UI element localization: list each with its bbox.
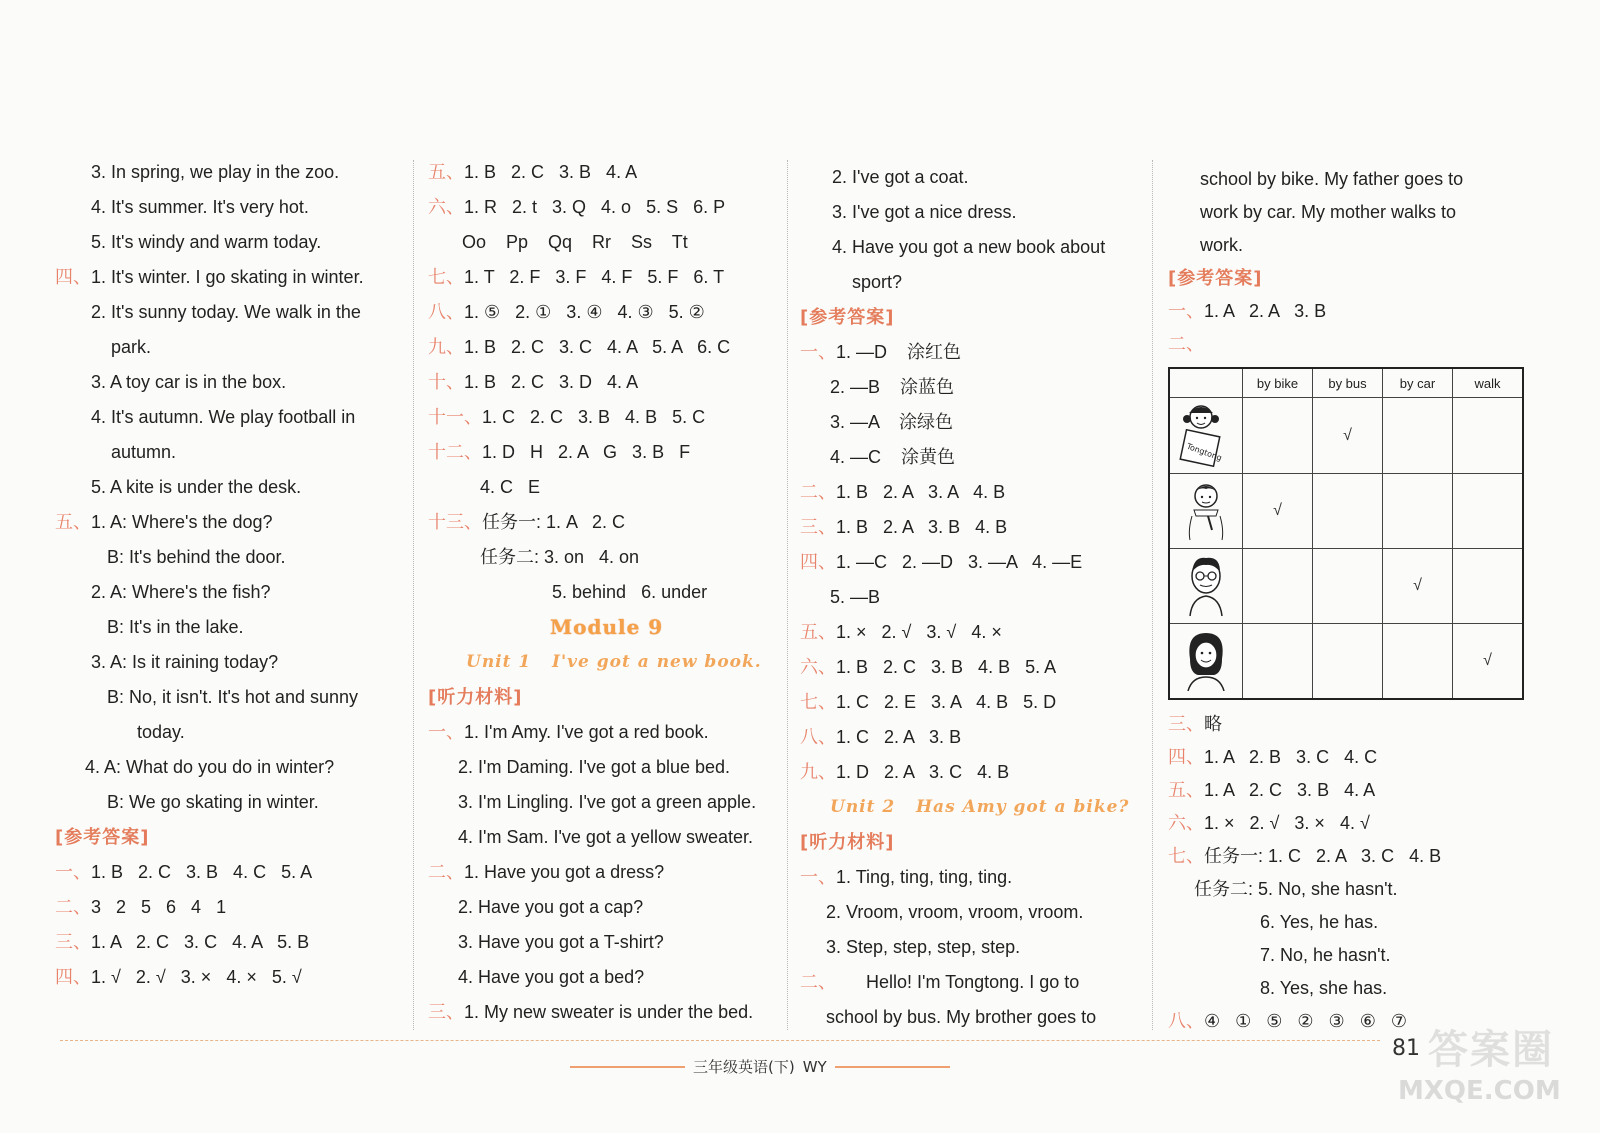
bag-label: Tongtong [1185, 441, 1224, 463]
answer-text: 1. √ 2. √ 3. × 4. × 5. √ [91, 967, 302, 987]
table-header-cell [1169, 368, 1243, 398]
answer-line [428, 295, 803, 330]
answer-line [1168, 840, 1543, 873]
answer-text: park. [111, 337, 152, 357]
question-number: 七、 [1168, 846, 1204, 867]
question-number: 九、 [800, 762, 836, 783]
answer-line [800, 475, 1155, 510]
answer-line [1168, 741, 1543, 774]
answer-line [55, 960, 410, 995]
question-number: 七、 [428, 267, 464, 288]
answer-line [800, 545, 1155, 580]
question-number: 四、 [55, 967, 91, 988]
answer-text: school by bike. My father goes to [1200, 169, 1464, 189]
answer-text: 3. Step, step, step, step. [826, 937, 1021, 957]
answer-line [55, 470, 410, 505]
answer-line [55, 715, 410, 750]
question-number: 二、 [800, 482, 836, 503]
answer-text: 2. Vroom, vroom, vroom, vroom. [826, 902, 1084, 922]
table-header-cell: walk [1453, 368, 1524, 398]
answer-line [428, 750, 803, 785]
answer-line [428, 400, 803, 435]
answer-text: 5. —B [830, 587, 881, 607]
question-number: 一、 [800, 342, 836, 363]
question-number: 一、 [1168, 301, 1204, 322]
table-cell [1453, 549, 1524, 624]
answer-text: 7. No, he hasn't. [1260, 945, 1391, 965]
answer-line [800, 510, 1155, 545]
answer-line [55, 225, 410, 260]
answer-text: autumn. [111, 442, 177, 462]
answer-line [428, 330, 803, 365]
answer-line [1168, 328, 1543, 361]
answer-line [428, 540, 803, 575]
answer-text: 1. B 2. C 3. B 4. A [464, 162, 638, 182]
answer-line [800, 650, 1155, 685]
table-cell [1243, 624, 1313, 700]
answer-line [55, 365, 410, 400]
answer-text: 任务一: 1. C 2. A 3. C 4. B [1204, 846, 1442, 866]
answer-text: 2. A: Where's the fish? [91, 582, 271, 602]
question-number: 九、 [428, 337, 464, 358]
answer-column-1 [55, 155, 410, 995]
section-heading: [听力材料] [428, 687, 523, 708]
table-cell [1383, 398, 1453, 474]
answer-line [55, 400, 410, 435]
answer-line [800, 930, 1155, 965]
question-number: 五、 [55, 512, 91, 533]
answer-line [1168, 295, 1543, 328]
answer-text: 3. —A 涂绿色 [830, 412, 954, 432]
answer-line [55, 855, 410, 890]
answer-line [428, 155, 803, 190]
answer-text: 1. My new sweater is under the bed. [464, 1002, 754, 1022]
table-cell: √ [1243, 474, 1313, 549]
answer-text: 2. Have you got a cap? [458, 897, 644, 917]
answer-line [800, 440, 1155, 475]
answer-text: 1. A 2. C 3. C 4. A 5. B [91, 932, 310, 952]
watermark-top: 答案圈 [1428, 1027, 1554, 1073]
answer-text: Hello! I'm Tongtong. I go to [836, 972, 1080, 992]
answer-text: 4. It's summer. It's very hot. [91, 197, 309, 217]
table-row [1169, 549, 1523, 624]
answer-text: 2. It's sunny today. We walk in the [91, 302, 361, 322]
answer-line [428, 645, 803, 680]
answer-line [800, 300, 1155, 335]
answer-text: 2. I've got a coat. [832, 167, 969, 187]
answer-text: 1. D H 2. A G 3. B F [482, 442, 691, 462]
answer-text: 3. I'm Lingling. I've got a green apple. [458, 792, 757, 812]
answer-text: 1. × 2. √ 3. × 4. √ [1204, 813, 1370, 833]
question-number: 三、 [55, 932, 91, 953]
question-number: 五、 [1168, 780, 1204, 801]
answer-line [428, 225, 803, 260]
answer-text: 5. behind 6. under [552, 582, 708, 602]
answer-line [428, 995, 803, 1030]
table-cell: √ [1383, 549, 1453, 624]
answer-text: Oo Pp Qq Rr Ss Tt [462, 232, 688, 252]
question-number: 二、 [1168, 334, 1204, 355]
answer-text: 2. I'm Daming. I've got a blue bed. [458, 757, 731, 777]
answer-line [55, 435, 410, 470]
answer-text: B: It's behind the door. [107, 547, 286, 567]
answer-text: sport? [852, 272, 903, 292]
answer-line [800, 405, 1155, 440]
watermark-bottom: MXQE.COM [1398, 1076, 1561, 1106]
answer-text: 1. —C 2. —D 3. —A 4. —E [836, 552, 1083, 572]
answer-text: 1. × 2. √ 3. √ 4. × [836, 622, 1002, 642]
answer-line [55, 505, 410, 540]
answer-line [800, 160, 1155, 195]
answer-text: 1. B 2. A 3. A 4. B [836, 482, 1006, 502]
answer-line [800, 580, 1155, 615]
answer-text: 1. B 2. C 3. B 4. C 5. A [91, 862, 313, 882]
module-title: Module 9 [550, 615, 664, 639]
answer-text: B: No, it isn't. It's hot and sunny [107, 687, 358, 707]
question-number: 二、 [55, 897, 91, 918]
answer-text: 4. A: What do you do in winter? [85, 757, 335, 777]
girl-with-bag-icon [1169, 398, 1243, 474]
answer-text: 1. B 2. C 3. C 4. A 5. A 6. C [464, 337, 731, 357]
answer-line [55, 820, 410, 855]
answer-line [1168, 163, 1543, 196]
answer-column-4 [1168, 163, 1543, 1038]
answer-text: 4. I'm Sam. I've got a yellow sweater. [458, 827, 753, 847]
question-number: 八、 [800, 727, 836, 748]
question-number: 六、 [1168, 813, 1204, 834]
answer-line [1168, 939, 1543, 972]
answer-line [1168, 774, 1543, 807]
answer-text: 3 2 5 6 4 1 [91, 897, 227, 917]
question-number: 十、 [428, 372, 464, 393]
table-header-cell: by bus [1313, 368, 1383, 398]
answer-line [55, 750, 410, 785]
table-cell: √ [1313, 398, 1383, 474]
man-with-glasses-icon [1169, 549, 1243, 624]
watermark-logo [1398, 1018, 1568, 1128]
answer-line [428, 785, 803, 820]
question-number: 一、 [800, 867, 836, 888]
footer-rule [60, 1040, 1380, 1041]
question-number: 二、 [428, 862, 464, 883]
page-number: 81 [1392, 1036, 1420, 1061]
answer-text: 8. Yes, she has. [1260, 978, 1388, 998]
answer-text: 4. Have you got a new book about [832, 237, 1106, 257]
answer-text: 1. A 2. A 3. B [1204, 301, 1327, 321]
column-divider-1 [413, 160, 414, 1030]
answer-line [428, 855, 803, 890]
table-header-row [1169, 368, 1523, 398]
answer-line [1168, 873, 1543, 906]
answer-text: 1. B 2. C 3. D 4. A [464, 372, 639, 392]
footer-line-left [570, 1066, 685, 1068]
answer-line [800, 370, 1155, 405]
question-number: 六、 [428, 197, 464, 218]
answer-text: 1. A 2. C 3. B 4. A [1204, 780, 1376, 800]
answer-text: 略 [1204, 714, 1222, 734]
answer-line [428, 575, 803, 610]
table-row [1169, 398, 1523, 474]
table-cell [1383, 474, 1453, 549]
answer-text: 2. —B 涂蓝色 [830, 377, 955, 397]
answer-text: 4. C E [480, 477, 541, 497]
answer-text: 1. B 2. C 3. B 4. B 5. A [836, 657, 1057, 677]
answer-text: 4. It's autumn. We play football in [91, 407, 356, 427]
answer-line [800, 685, 1155, 720]
footer-book-title: 三年级英语(下) [693, 1058, 795, 1076]
table-cell [1313, 624, 1383, 700]
question-number: 三、 [1168, 714, 1204, 735]
footer-code: WY [802, 1057, 827, 1076]
answer-text: 4. Have you got a bed? [458, 967, 645, 987]
question-number: 七、 [800, 692, 836, 713]
answer-line [428, 925, 803, 960]
table-cell [1453, 398, 1524, 474]
question-number: 三、 [800, 517, 836, 538]
answer-text: 1. T 2. F 3. F 4. F 5. F 6. T [464, 267, 725, 287]
section-heading: [参考答案] [1168, 268, 1263, 289]
answer-text: 任务二: 5. No, she hasn't. [1194, 879, 1398, 899]
question-number: 八、 [428, 302, 464, 323]
answer-text: 1. I'm Amy. I've got a red book. [464, 722, 709, 742]
answer-text: 1. —D 涂红色 [836, 342, 962, 362]
answer-line [1168, 229, 1543, 262]
answer-text: 任务二: 3. on 4. on [480, 547, 640, 567]
answer-line [428, 680, 803, 715]
section-heading: [参考答案] [800, 307, 895, 328]
answer-column-3 [800, 160, 1155, 1035]
answer-line [1168, 196, 1543, 229]
table-cell [1243, 398, 1313, 474]
answer-line [1168, 972, 1543, 1005]
answer-text: 1. C 2. A 3. B [836, 727, 962, 747]
answer-line [1168, 807, 1543, 840]
woman-smiling-icon [1169, 624, 1243, 700]
answer-line [800, 895, 1155, 930]
answer-text: 1. B 2. A 3. B 4. B [836, 517, 1008, 537]
answer-text: 任务一: 1. A 2. C [482, 512, 626, 532]
answer-line [55, 260, 410, 295]
answer-line [55, 330, 410, 365]
table-cell: √ [1453, 624, 1524, 700]
question-number: 五、 [800, 622, 836, 643]
table-row [1169, 624, 1523, 700]
question-number: 四、 [1168, 747, 1204, 768]
answer-line [55, 155, 410, 190]
transport-table [1168, 367, 1524, 700]
answer-text: work. [1200, 235, 1244, 255]
answer-line [800, 615, 1155, 650]
column-4-top [1168, 163, 1543, 361]
answer-line [428, 365, 803, 400]
answer-text: 3. A toy car is in the box. [91, 372, 287, 392]
answer-text: 5. It's windy and warm today. [91, 232, 322, 252]
answer-text: 6. Yes, he has. [1260, 912, 1379, 932]
answer-text: 1. D 2. A 3. C 4. B [836, 762, 1010, 782]
answer-line [428, 610, 803, 645]
question-number: 二、 [800, 972, 836, 993]
answer-line [428, 960, 803, 995]
answer-text: 3. A: Is it raining today? [91, 652, 279, 672]
footer-line-right [835, 1066, 950, 1068]
answer-text: 1. Have you got a dress? [464, 862, 665, 882]
section-heading: [听力材料] [800, 832, 895, 853]
answer-text: work by car. My mother walks to [1200, 202, 1457, 222]
answer-text: 1. C 2. E 3. A 4. B 5. D [836, 692, 1057, 712]
answer-line [800, 790, 1155, 825]
answer-line [55, 890, 410, 925]
answer-line [428, 435, 803, 470]
answer-line [55, 540, 410, 575]
answer-line [55, 680, 410, 715]
answer-line [428, 505, 803, 540]
answer-line [800, 230, 1155, 265]
question-number: 一、 [55, 862, 91, 883]
answer-text: 3. In spring, we play in the zoo. [91, 162, 340, 182]
question-number: 三、 [428, 1002, 464, 1023]
answer-text: ④ ① ⑤ ② ③ ⑥ ⑦ [1204, 1011, 1407, 1031]
question-number: 四、 [800, 552, 836, 573]
answer-line [1168, 708, 1543, 741]
answer-line [55, 785, 410, 820]
question-number: 五、 [428, 162, 464, 183]
question-number: 十三、 [428, 512, 482, 533]
answer-line [800, 195, 1155, 230]
answer-line [55, 295, 410, 330]
footer [570, 1056, 950, 1077]
answer-line [1168, 262, 1543, 295]
answer-line [428, 890, 803, 925]
answer-line [55, 575, 410, 610]
table-row [1169, 474, 1523, 549]
answer-line [800, 965, 1155, 1000]
answer-text: school by bus. My brother goes to [826, 1007, 1097, 1027]
answer-line [1168, 906, 1543, 939]
question-number: 四、 [55, 267, 91, 288]
question-number: 一、 [428, 722, 464, 743]
answer-text: 1. C 2. C 3. B 4. B 5. C [482, 407, 706, 427]
unit-title: Unit 2 Has Amy got a bike? [830, 797, 1130, 817]
table-cell [1383, 624, 1453, 700]
table-cell [1313, 474, 1383, 549]
answer-text: 1. ⑤ 2. ① 3. ④ 4. ③ 5. ② [464, 302, 705, 322]
answer-line [800, 825, 1155, 860]
question-number: 六、 [800, 657, 836, 678]
table-cell [1453, 474, 1524, 549]
question-number: 八、 [1168, 1011, 1204, 1032]
answer-text: B: We go skating in winter. [107, 792, 319, 812]
answer-line [428, 190, 803, 225]
answer-text: 1. It's winter. I go skating in winter. [91, 267, 364, 287]
table-header-cell: by bike [1243, 368, 1313, 398]
answer-text: 5. A kite is under the desk. [91, 477, 302, 497]
answer-line [55, 190, 410, 225]
question-number: 十一、 [428, 407, 482, 428]
answer-line [800, 265, 1155, 300]
answer-text: today. [137, 722, 185, 742]
column-4-bottom [1168, 708, 1543, 1038]
table-cell [1313, 549, 1383, 624]
boy-with-scarf-icon [1169, 474, 1243, 549]
answer-line [428, 260, 803, 295]
table-cell [1243, 549, 1313, 624]
answer-text: 3. I've got a nice dress. [832, 202, 1017, 222]
section-heading: [参考答案] [55, 827, 150, 848]
answer-line [800, 755, 1155, 790]
answer-line [800, 720, 1155, 755]
answer-line [55, 610, 410, 645]
answer-line [800, 1000, 1155, 1035]
answer-text: 1. Ting, ting, ting, ting. [836, 867, 1013, 887]
answer-line [55, 645, 410, 680]
answer-text: 3. Have you got a T-shirt? [458, 932, 664, 952]
answer-line [428, 470, 803, 505]
answer-text: 4. —C 涂黄色 [830, 447, 956, 467]
unit-title: Unit 1 I've got a new book. [466, 652, 762, 672]
question-number: 十二、 [428, 442, 482, 463]
answer-line [800, 335, 1155, 370]
answer-text: 1. A 2. B 3. C 4. C [1204, 747, 1378, 767]
answer-line [55, 925, 410, 960]
answer-column-2 [428, 155, 803, 1030]
answer-line [428, 820, 803, 855]
answer-text: 1. A: Where's the dog? [91, 512, 273, 532]
answer-line [800, 860, 1155, 895]
answer-line [428, 715, 803, 750]
answer-text: 1. R 2. t 3. Q 4. o 5. S 6. P [464, 197, 726, 217]
table-header-cell: by car [1383, 368, 1453, 398]
answer-text: B: It's in the lake. [107, 617, 244, 637]
